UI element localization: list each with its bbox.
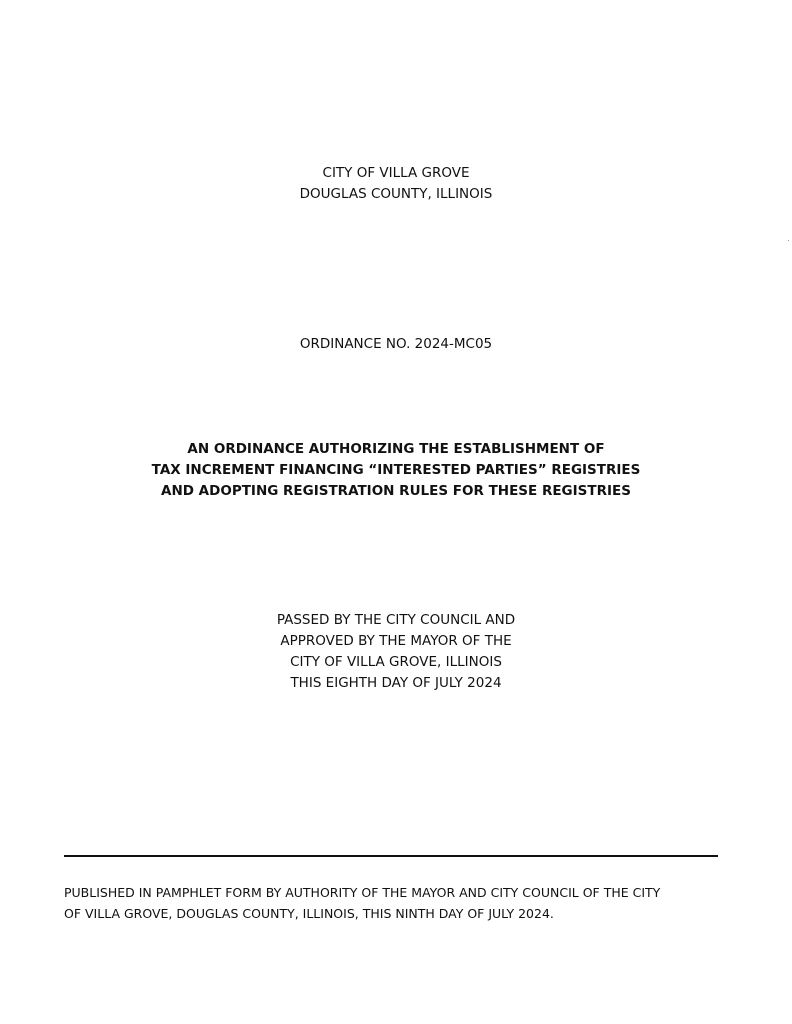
ordinance-title bbox=[0, 439, 792, 502]
passage-statement bbox=[0, 610, 792, 694]
publication-line: OF VILLA GROVE, DOUGLAS COUNTY, ILLINOIS, THIS NINTH DAY OF JULY 2024. bbox=[64, 906, 554, 921]
horizontal-rule bbox=[64, 855, 718, 857]
city-name: CITY OF VILLA GROVE bbox=[322, 165, 470, 181]
title-line: AND ADOPTING REGISTRATION RULES FOR THESE REGISTRIES bbox=[161, 483, 631, 499]
passage-line: CITY OF VILLA GROVE, ILLINOIS bbox=[290, 654, 502, 670]
passage-line: APPROVED BY THE MAYOR OF THE bbox=[280, 633, 512, 649]
publication-line: PUBLISHED IN PAMPHLET FORM BY AUTHORITY OF THE MAYOR AND CITY COUNCIL OF THE CITY bbox=[64, 885, 661, 900]
publication-notice bbox=[64, 882, 724, 924]
title-line: AN ORDINANCE AUTHORIZING THE ESTABLISHMENT OF bbox=[187, 441, 605, 457]
passage-line: THIS EIGHTH DAY OF JULY 2024 bbox=[290, 675, 502, 691]
scan-speck bbox=[788, 240, 789, 241]
ordinance-number bbox=[0, 334, 792, 355]
passage-line: PASSED BY THE CITY COUNCIL AND bbox=[276, 612, 516, 628]
county-state: DOUGLAS COUNTY, ILLINOIS bbox=[299, 186, 493, 202]
municipality-heading bbox=[0, 163, 792, 205]
title-line: TAX INCREMENT FINANCING “INTERESTED PARTIES” REGISTRIES bbox=[151, 462, 641, 478]
ordinance-number-label: ORDINANCE NO. 2024-MC05 bbox=[299, 336, 493, 352]
